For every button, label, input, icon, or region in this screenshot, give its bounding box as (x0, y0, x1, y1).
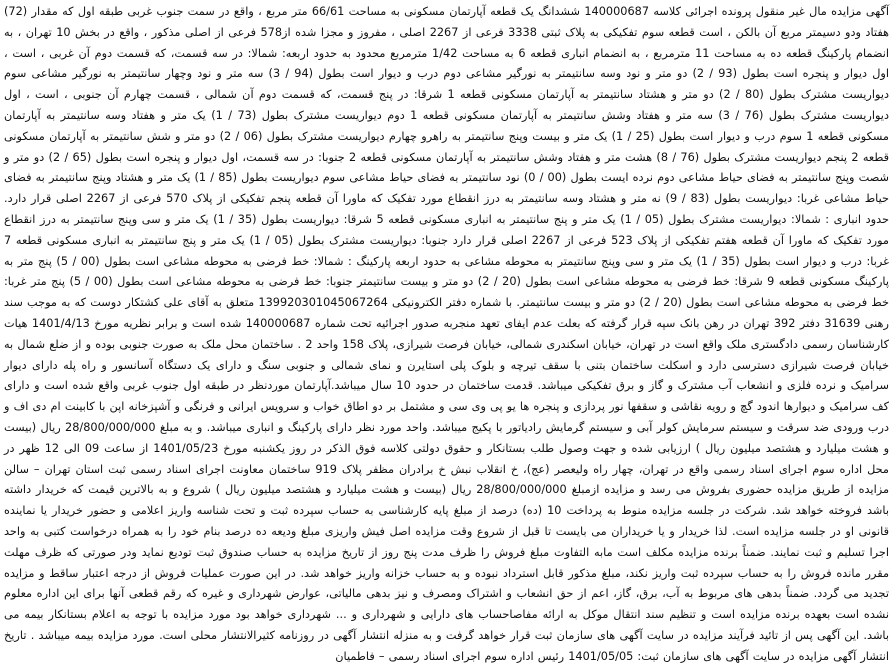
auction-notice-text: آگهی مزایده مال غیر منقول پرونده اجرائی کلاسه 140000687 ششدانگ یک قطعه آپارتمان مسکونی به مساحت 66/61 متر مربع ، واقع در سمت جنوب غربی طبقه اول که مقدار (72) هفتاد ودو دسیمتر مربع آن بالکن ، است قطعه سوم تفکیکی به پلاک ثبتی 3338 فرعی از 2267 اصلی ، مفروز و مجزا شده از578 فرعی از اصلی مذکور ، واقع در بخش 10 تهران ، به انضمام پارکینگ قطعه ده به مساحت 11 مترمربع ، به انضمام انباری قطعه 6 به مساحت 1/42 مترمربع محدود به حدود اربعه: شمالا: در سه قسمت، که قسمت دوم آن غربی ، است ، اول دیوار و پنجره است بطول (93 / 2) دو متر و نود وسه سانتیمتر به نورگیر مشاعی دوم درب و دیوار است بطول (94 / 3) سه متر و نود وچهار سانتیمتر به نورگیر مشاعی سوم دیواریست مشترک بطول (80 / 2) دو متر و هشتاد سانتیمتر به آپارتمان مسکونی قطعه 1 شرقا: در پنج قسمت، که قسمت دوم آن شمالی ، قسمت چهارم آن جنوبی ، است ، اول دیواریست مشترک بطول (76 / 3) سه متر و هفتاد وشش سانتیمتر به آپارتمان مسکونی قطعه 1 دوم دیواریست مشترک بطول (73 / 1) یک متر و هفتاد وسه سانتیمتر به آپارتمان مسکونی قطعه 1 سوم درب و دیوار است بطول (25 / 1) یک متر و بیست وپنج سانتیمتر به راهرو چهارم دیواریست مشترک بطول (06 / 2) دو متر و شش سانتیمتر به آپارتمان مسکونی قطعه 2 پنجم دیواریست مشترک بطول (76 / 8) هشت متر و هفتاد وشش سانتیمتر به آپارتمان مسکونی قطعه 2 جنوبا: در سه قسمت، اول دیوار و پنجره است بطول (65 / 2) دو متر و شصت وپنج سانتیمتر به فضای حیاط مشاعی دوم نرده ایست بطول (00 / 0) نود سانتیمتر به فضای حیاط مشاعی سوم دیواریست بطول (85 / 1) یک متر و هشتاد وپنج سانتیمتر به فضای حیاط مشاعی غربا: دیواریست بطول (83 / 9) نه متر و هشتاد وسه سانتیمتر به درز انقطاع مورد تفکیک که ماورا آن قطعه پنجم تفکیکی از پلاک 570 فرعی از 2267 اصلی قرار دارد. حدود انباری : شمالا: دیواریست مشترک بطول (05 / 1) یک متر و پنج سانتیمتر به انباری مسکونی قطعه 5 شرقا: دیواریست بطول (35 / 1) یک متر و سی وپنج سانتیمتر به درز انقطاع مورد تفکیک که ماورا آن قطعه هفتم تفکیکی از پلاک 523 فرعی از 2267 اصلی قرار دارد جنوبا: دیواریست مشترک بطول (05 / 1) یک متر و پنج سانتیمتر به انباری مسکونی قطعه 7 غربا: درب و دیوار است بطول (35 / 1) یک متر و سی وپنج سانتیمتر به محوطه مشاعی به حدود اربعه پارکینگ : شمالا: خط فرضی به محوطه مشاعی است بطول (00 / 5) پنج متر به پارکینگ مسکونی قطعه 9 شرقا: خط فرضی به محوطه مشاعی است بطول (20 / 2) دو متر و بیست سانتیمتر جنوبا: خط فرضی به محوطه مشاعی است بطول (00 / 5) پنج متر غربا: خط فرضی به محوطه مشاعی است بطول (20 / 2) دو متر و بیست سانتیمتر. با شماره دفتر الکترونیکی 139920301045067264 متعلق به آقای علی کشتکار دوست که به موجب سند رهنی 31639 دفتر 392 تهران در رهن بانک سپه قرار گرفته که بعلت عدم ایفای تعهد منجربه صدور اجرائیه تحت شماره 140000687 شده است و برابر نظریه مورخ 1401/4/13 هیات کارشناسان رسمی دادگستری ملک واقع است در تهران، خیابان اسکندری شمالی، خیابان فرصت شیرازی، پلاک 158 واحد 2 . ساختمان محل ملک به صورت جنوبی بوده و از ضلع شمال به خیابان فرصت شیرازی دسترسی دارد و اسکلت ساختمان بتنی با سقف تیرچه و بلوک پلی استایرن و نمای شمالی و جنوبی سنگ و دارای یک دستگاه آسانسور و راه پله دارای دیوار سرامیک و نرده فلزی و انشعاب آب مشترک و گاز و برق تفکیکی میباشد. قدمت ساختمان در حدود 10 سال میباشد.آپارتمان موردنظر در طبقه اول جنوب غربی واقع شده است و دارای کف سرامیک و دیوارها اندود گچ و رویه نقاشی و سقفها نور پردازی و پنجره ها یو پی وی سی و مشتمل بر دو اطاق خواب و سرویس ایرانی و فرنگی و آشپزخانه اپن با کابینت ام دی اف و درب ورودی ضد سرقت و سیستم سرمایش کولر آبی و سیستم گرمایش رادیاتور با پکیج میباشد. واحد مورد نظر دارای پارکینگ و انباری میباشد. و به مبلغ 28/800/000/000 ریال (بیست و هشت میلیارد و هشتصد میلیون ریال ) ارزیابی شده و جهت وصول طلب بستانکار و حقوق دولتی کلاسه فوق الذکر در روز یکشنبه مورخ 1401/05/23 از ساعت 09 الی 12 ظهر در محل اداره سوم اجرای اسناد رسمی واقع در تهران، چهار راه ولیعصر (عج)، خ انقلاب نبش خ برادران مظفر پلاک 919 ساختمان معاونت اجرای اسناد رسمی ثبت استان تهران – سالن مزایده از طریق مزایده حضوری بفروش می رسد و مزایده ازمبلغ 28/800/000/000 ریال (بیست و هشت میلیارد و هشتصد میلیون ریال ) شروع و به بالاترین قیمت که خریدار داشته باشد فروخته خواهد شد. شرکت در جلسه مزایده منوط به پرداخت 10 (ده) درصد از مبلغ پایه کارشناسی به حساب سپرده ثبت و تحت شناسه واریز اعلامی و حضور خریدار یا نماینده قانونی او در جلسه مزایده است. لذا خریدار و یا خریداران می بایست تا قبل از شروع وقت مزایده اصل فیش واریزی مبلغ ودیعه ده درصد بنام خود را به همراه درخواست کتبی به واحد اجرا تسلیم و ثبت نمایند. ضمناً برنده مزایده مکلف است مابه التفاوت مبلغ فروش را ظرف مدت پنج روز از تاریخ مزایده به حساب صندوق ثبت تودیع نماید ودر صورتی که ظرف مهلت مقرر مانده فروش را به حساب سپرده ثبت واریز نکند، مبلغ مذکور قابل استرداد نبوده و به حساب خزانه واریز خواهد شد. در این صورت عملیات فروش از درجه اعتبار ساقط و مزایده تجدید می گردد. ضمناً بدهی های مربوط به آب، برق، گاز، اعم از حق انشعاب و اشتراک ومصرف و نیز بدهی مالیاتی، عوارض شهرداری و غیره که رقم قطعی آنها برای این اداره معلوم نشده است بعهده برنده مزایده است و تنظیم سند انتقال موکل به ارائه مفاصاحساب های دارایی و شهرداری و ... شهرداری خواهد بود مورد مزایده با توجه به اعلام بستانکار بیمه می باشد. این آگهی پس از تائید فرآیند مزایده در سایت آگهی های سازمان ثبت قرار خواهد گرفت و به منزله انتشار آگهی در روزنامه کثیرالانتشار محلی است. مورد مزایده بیمه میباشد . تاریخ انتشار آگهی مزایده در سایت آگهی های سازمان ثبت: 1401/05/05 رئیس اداره سوم اجرای اسناد رسمی – فاطمیان (4, 5, 890, 663)
